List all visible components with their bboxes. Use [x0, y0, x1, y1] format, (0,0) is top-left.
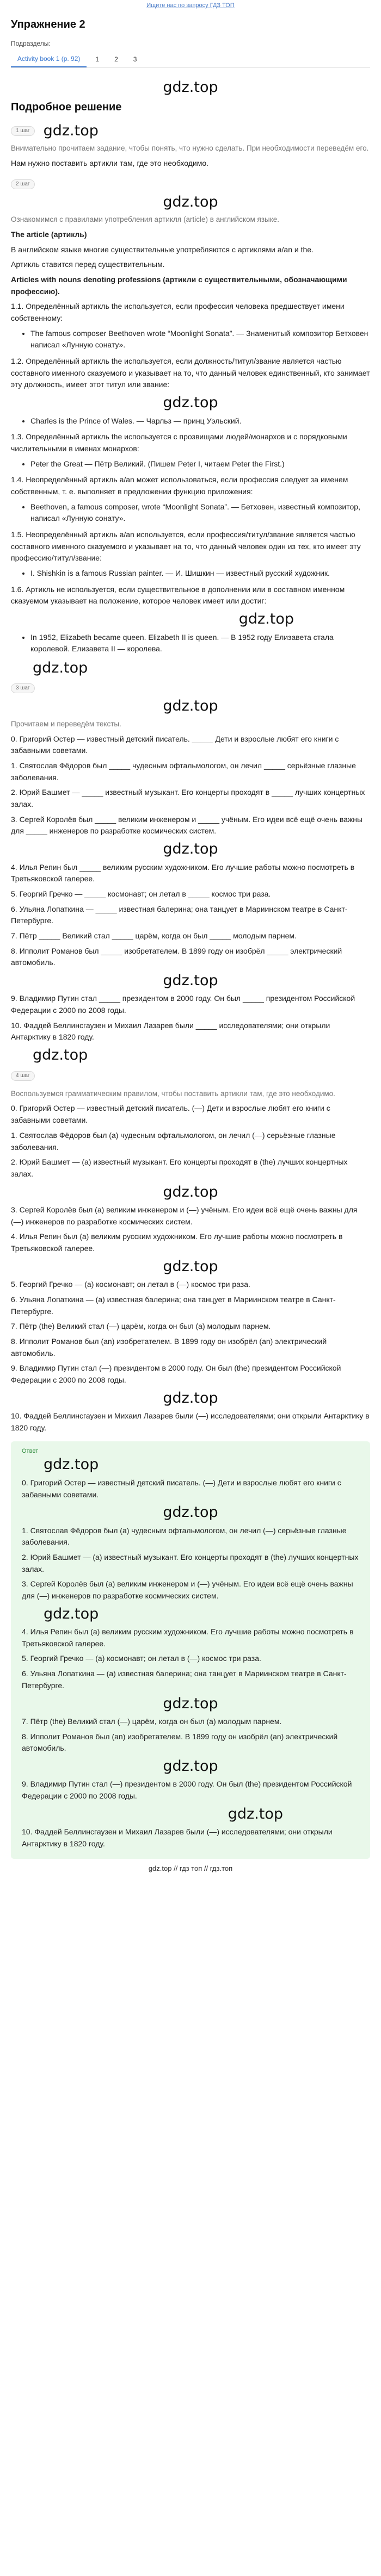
step-2-instruction: Ознакомимся с правилами употребления артикля (article) в английском языке. [11, 215, 280, 223]
solved-sentence: 2. Юрий Башмет — (a) известный музыкант. Его концерты проходят в (the) лучших концертных залах. [11, 1158, 348, 1178]
step-4-instruction: Воспользуемся грамматическим правилом, чтобы поставить артикли там, где это необходимо. [11, 1089, 335, 1098]
watermark: gdz.top [163, 79, 218, 96]
watermark: gdz.top [163, 841, 218, 858]
tab-3[interactable]: 3 [133, 55, 137, 63]
rule-1-4: 1.4. Неопределённый артикль a/an может использоваться, если профессия следует за именем собственным, т. е. выполняет в предложении функцию приложения: [11, 475, 348, 496]
top-search-link[interactable]: Ищите нас по запросу ГДЗ ТОП [146, 2, 235, 9]
rule-example: • The famous composer Beethoven wrote “Moonlight Sonata”. — Знаменитый композитор Бетховен написал «Лунную сонату». [30, 328, 370, 351]
step-2-badge: 2 шаг [11, 179, 35, 189]
step-3-instruction: Прочитаем и переведём тексты. [11, 719, 121, 728]
watermark: gdz.top [228, 1805, 283, 1822]
solved-sentence: 8. Ипполит Романов был (an) изобретателем. В 1899 году он изобрёл (an) электрический автомобиль. [11, 1336, 327, 1358]
solved-sentence: 9. Владимир Путин стал (—) президентом в 2000 году. Он был (the) президентом Российской Федерации с 2000 по 2008 годы. [11, 1364, 341, 1384]
exercise-sentence: 0. Григорий Остер — известный детский писатель. _____ Дети и взрослые любят его книги с забавными советами. [11, 734, 339, 755]
tab-2[interactable]: 2 [114, 55, 118, 63]
step-1-instruction: Внимательно прочитаем задание, чтобы понять, что нужно сделать. При необходимости переведём его. [11, 144, 369, 152]
exercise-sentence: 9. Владимир Путин стал _____ президентом в 2000 году. Он был _____ президентом Российской Федерации с 2000 по 2008 годы. [11, 994, 355, 1015]
solved-sentence: 1. Святослав Фёдоров был (a) чудесным офтальмологом, он лечил (—) серьёзные глазные заболевания. [11, 1130, 336, 1152]
rule-text: Артикль ставится перед существительным. [11, 260, 165, 269]
answer-sentence: 0. Григорий Остер — известный детский писатель. (—) Дети и взрослые любят его книги с забавными советами. [22, 1478, 341, 1499]
top-bar [11, 0, 370, 12]
rule-example: • In 1952, Elizabeth became queen. Elizabeth II is queen. — В 1952 году Елизавета стала королевой. Елизавета II — королева. [30, 632, 370, 655]
answer-sentence: 10. Фаддей Беллинсгаузен и Михаил Лазарев были (—) исследователями; они открыли Антарктику в 1820 году. [22, 1827, 333, 1848]
rule-example: • Peter the Great — Пётр Великий. (Пишем Peter I, читаем Peter the First.) [30, 458, 370, 470]
exercise-sentence: 6. Ульяна Лопаткина — _____ известная балерина; она танцует в Мариинском театре в Санкт-Петербурге. [11, 904, 348, 925]
watermark: gdz.top [163, 1389, 218, 1407]
watermark: gdz.top [238, 611, 294, 628]
watermark: gdz.top [33, 1047, 88, 1064]
step-1-header [11, 122, 370, 140]
rule-1-2: 1.2. Определённый артикль the используется, если должность/титул/звание является частью составного именного сказуемого и указывает на то, что данный человек единственный, кто занимает эту должность, имеет этот титул или звание: [11, 357, 370, 389]
watermark: gdz.top [163, 1504, 218, 1521]
answer-sentence: 5. Георгий Гречко — (a) космонавт; он летал в (—) космос три раза. [22, 1654, 261, 1663]
solved-sentence: 6. Ульяна Лопаткина — (a) известная балерина; она танцует в Мариинском театре в Санкт-Петербурге. [11, 1295, 336, 1316]
watermark: gdz.top [43, 122, 99, 139]
exercise-sentence: 2. Юрий Башмет — _____ известный музыкант. Его концерты проходят в _____ лучших концертных залах. [11, 788, 365, 809]
watermark: gdz.top [163, 1695, 218, 1712]
tab-1[interactable]: 1 [95, 55, 100, 63]
rule-example: • I. Shishkin is a famous Russian painter. — И. Шишкин — известный русский художник. [30, 568, 370, 580]
rule-1-1: 1.1. Определённый артикль the используется, если профессия человека предшествует имени собственному: [11, 302, 345, 323]
watermark: gdz.top [163, 193, 218, 210]
solved-sentence: 0. Григорий Остер — известный детский писатель. (—) Дети и взрослые любят его книги с забавными советами. [11, 1104, 330, 1125]
answer-sentence: 8. Ипполит Романов был (an) изобретателем. В 1899 году он изобрёл (an) электрический автомобиль. [22, 1732, 338, 1753]
watermark: gdz.top [33, 659, 88, 676]
watermark: gdz.top [163, 698, 218, 715]
rule-example: • Beethoven, a famous composer, wrote “Moonlight Sonata”. — Бетховен, известный композитор, написал «Лунную сонату». [30, 501, 370, 525]
tab-activity-book[interactable]: Activity book 1 (p. 92) [11, 51, 87, 68]
sections-tabs [11, 51, 370, 69]
rule-text: В английском языке многие существительные употребляются с артиклями a/an и the. [11, 245, 314, 254]
answer-sentence: 4. Илья Репин был (a) великим русским художником. Его лучшие работы можно посмотреть в Третьяковской галерее. [22, 1627, 354, 1648]
rule-heading-article: The article (артикль) [11, 229, 87, 239]
rule-example: • Charles is the Prince of Wales. — Чарльз — принц Уэльский. [30, 415, 370, 427]
solved-sentence: 10. Фаддей Беллинсгаузен и Михаил Лазарев были (—) исследователями; они открыли Антарктику в 1820 году. [11, 1411, 370, 1432]
answer-sentence: 2. Юрий Башмет — (a) известный музыкант. Его концерты проходят в (the) лучших концертных залах. [22, 1552, 359, 1573]
answer-sentence: 6. Ульяна Лопаткина — (a) известная балерина; она танцует в Мариинском театре в Санкт-Петербурге. [22, 1669, 347, 1690]
exercise-sentence: 3. Сергей Королёв был _____ великим инженером и _____ учёным. Его идеи всё ещё очень важны для _____ инженеров по разработке космических систем. [11, 814, 363, 836]
watermark: gdz.top [163, 972, 218, 990]
watermark: gdz.top [44, 1605, 99, 1622]
answer-box [11, 1441, 370, 1858]
answer-sentence: 1. Святослав Фёдоров был (a) чудесным офтальмологом, он лечил (—) серьёзные глазные заболевания. [22, 1526, 347, 1547]
exercise-sentence: 10. Фаддей Беллинсгаузен и Михаил Лазарев были _____ исследователями; они открыли Антарктику в 1820 году. [11, 1021, 330, 1042]
sections-label: Подразделы: [11, 40, 51, 47]
answer-sentence: 7. Пётр (the) Великий стал (—) царём, когда он был (a) молодым парнем. [22, 1716, 282, 1726]
step-3-badge: 3 шаг [11, 683, 35, 693]
answer-label: Ответ [22, 1448, 39, 1455]
watermark: gdz.top [44, 1456, 99, 1473]
solution-title: Подробное решение [11, 101, 122, 113]
rule-1-3: 1.3. Определённый артикль the используется с прозвищами людей/монархов и с порядковыми числительными в именах монархов: [11, 432, 347, 453]
watermark: gdz.top [163, 394, 218, 412]
footer-watermark: gdz.top // гдз топ // гдз.топ [148, 1864, 233, 1872]
solved-sentence: 7. Пётр (the) Великий стал (—) царём, когда он был (a) молодым парнем. [11, 1322, 271, 1331]
rule-1-6: 1.6. Артикль не используется, если существительное в дополнении или в составном именном сказуемом указывает на положение, которое человек имеет или достиг: [11, 584, 345, 606]
exercise-sentence: 4. Илья Репин был _____ великим русским художником. Его лучшие работы можно посмотреть в Третьяковской галерее. [11, 862, 355, 883]
step-1-badge: 1 шаг [11, 126, 35, 136]
exercise-sentence: 8. Ипполит Романов был _____ изобретателем. В 1899 году он изобрёл _____ электрический автомобиль. [11, 946, 342, 967]
rule-heading-professions: Articles with nouns denoting professions (артикли с существительными, обозначающими профессию). [11, 275, 347, 296]
rule-1-5: 1.5. Неопределённый артикль a/an используется, если профессия/титул/звание является частью составного именного сказуемого и указывает на то, что данный человек один из тех, кто имеет эту профессию/титул/звание: [11, 530, 361, 563]
exercise-sentence: 1. Святослав Фёдоров был _____ чудесным офтальмологом, он лечил _____ серьёзные глазные заболевания. [11, 761, 356, 782]
answer-sentence: 3. Сергей Королёв был (a) великим инженером и (—) учёным. Его идеи всё ещё очень важны для (—) инженеров по разработке космических систем. [22, 1579, 353, 1601]
solved-sentence: 3. Сергей Королёв был (a) великим инженером и (—) учёным. Его идеи всё ещё очень важны для (—) инженеров по разработке космических систем. [11, 1205, 358, 1226]
page-title: Упражнение 2 [11, 18, 85, 30]
watermark: gdz.top [163, 1258, 218, 1275]
exercise-sentence: 5. Георгий Гречко — _____ космонавт; он летал в _____ космос три раза. [11, 889, 271, 898]
exercise-sentence: 7. Пётр _____ Великий стал _____ царём, когда он был _____ молодым парнем. [11, 931, 297, 940]
answer-sentence: 9. Владимир Путин стал (—) президентом в 2000 году. Он был (the) президентом Российской Федерации с 2000 по 2008 годы. [22, 1779, 352, 1801]
step-1-text: Нам нужно поставить артикли там, где это необходимо. [11, 158, 208, 167]
solved-sentence: 5. Георгий Гречко — (a) космонавт; он летал в (—) космос три раза. [11, 1280, 250, 1289]
watermark: gdz.top [163, 1758, 218, 1775]
watermark: gdz.top [163, 1183, 218, 1200]
step-4-badge: 4 шаг [11, 1071, 35, 1081]
solved-sentence: 4. Илья Репин был (a) великим русским художником. Его лучшие работы можно посмотреть в Третьяковской галерее. [11, 1232, 343, 1253]
